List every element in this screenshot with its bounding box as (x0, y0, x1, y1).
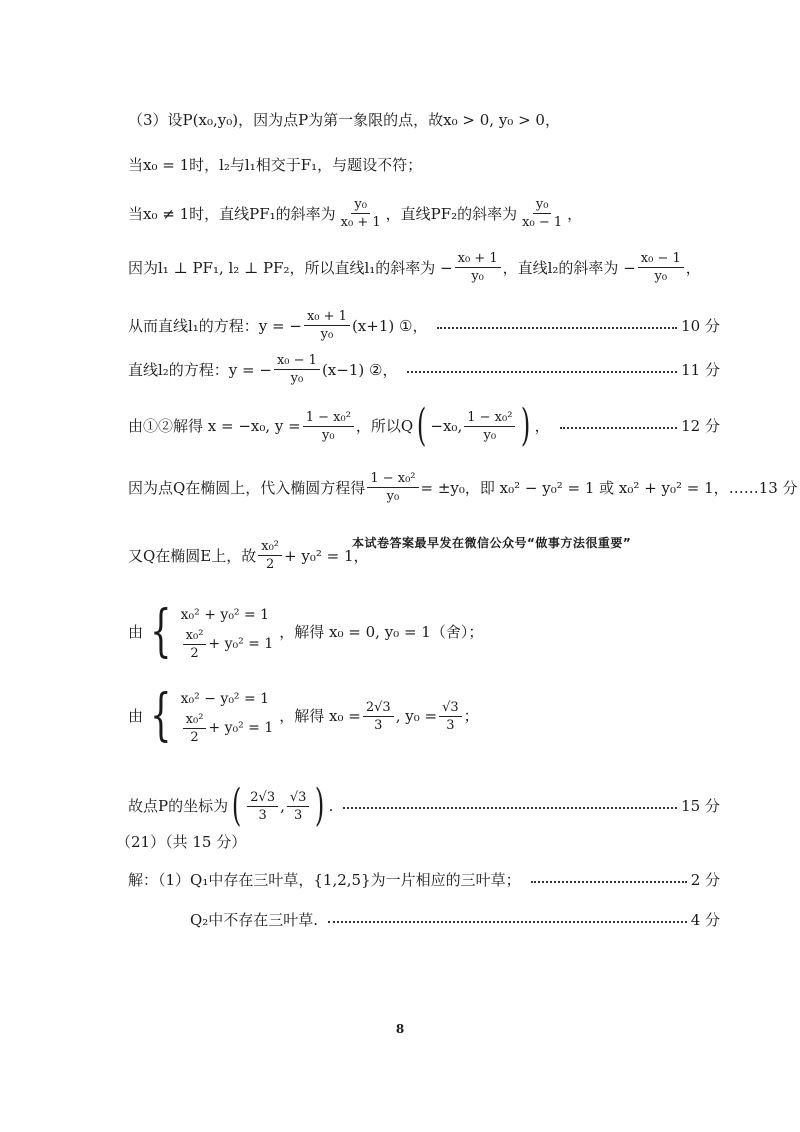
system-equation: x₀² − y₀² = 1 (180, 690, 270, 707)
line-substitute-ellipse (128, 470, 798, 505)
line-system-1 (128, 599, 720, 664)
line-equation-l1 (128, 308, 720, 343)
leader-dots (437, 327, 677, 329)
text-segment: , (280, 797, 285, 815)
score-label: 11 分 (681, 360, 720, 379)
text-segment: 由①②解得 x = −x₀, y = (128, 417, 301, 435)
fraction: $\frac{2√3}{3}$ (247, 789, 278, 824)
line-slopes-pf (128, 196, 720, 231)
system-equation: $\frac{\text{x₀²}}{2}$ + y₀² = 1 (181, 711, 274, 746)
line-set-point-p (128, 110, 720, 130)
text-segment: ，直线l₂的斜率为 − (502, 258, 636, 277)
text-segment: Q₂中不存在三叶草. (190, 911, 319, 929)
fraction: $\frac{\text{y₀}}{\text{x₀ + 1}}$ (340, 197, 381, 230)
text-segment: ， (534, 417, 550, 435)
line-perpendicular-slopes (128, 250, 720, 285)
text-segment: 由 (128, 707, 144, 725)
text-segment: . (328, 797, 334, 815)
text-segment: + y₀² = 1， (284, 546, 369, 565)
fraction: $\frac{\text{x₀ − 1}}{\text{y₀}}$ (638, 250, 684, 285)
text-line: （3）设P(x₀,y₀)，因为点P为第一象限的点，故x₀ > 0, y₀ > 0， (128, 111, 560, 129)
fraction: $\frac{\text{1 − x₀²}}{\text{y₀}}$ (367, 470, 418, 505)
line-point-p-coordinates (128, 780, 720, 831)
text-segment: ； (463, 707, 479, 725)
fraction: $\frac{\text{x₀²}}{2}$ (258, 538, 282, 573)
score-label: 15 分 (681, 797, 720, 815)
text-segment: ， (567, 204, 583, 223)
text-segment: (x−1) ②， (321, 360, 398, 379)
left-brace: { (150, 683, 172, 748)
leader-dots (560, 427, 678, 429)
text-segment: ，解得 x₀ = (279, 707, 361, 725)
text-segment: 又Q在椭圆E上，故 (128, 546, 257, 565)
text-segment: = ±y₀，即 x₀² − y₀² = 1 或 x₀² + y₀² = 1， (420, 478, 729, 497)
text-segment: 故点P的坐标为 (128, 797, 229, 815)
left-paren: ( (417, 400, 427, 451)
leader-dots (531, 881, 687, 883)
question-header: （21）（共 15 分） (116, 833, 247, 851)
text-segment: ，解得 x₀ = 0, y₀ = 1（舍）； (279, 623, 484, 641)
page-number: 8 (395, 1022, 405, 1036)
text-segment: 因为点Q在椭圆上，代入椭圆方程得 (128, 478, 366, 497)
line-answer-q2 (190, 910, 720, 930)
line-solve-q (128, 400, 720, 451)
text-segment: ，所以Q (355, 417, 414, 435)
leader-dots (328, 921, 687, 923)
fraction: $\frac{2√3}{3}$ (363, 699, 394, 734)
score-label: 4 分 (690, 911, 720, 929)
text-segment: 从而直线l₁的方程：y = − (128, 316, 302, 335)
text-segment: ，直线PF₂的斜率为 (385, 204, 518, 223)
text-line: 当x₀ = 1时，l₂与l₁相交于F₁，与题设不符； (128, 156, 423, 174)
fraction: $\frac{\text{1 − x₀²}}{\text{y₀}}$ (464, 409, 515, 444)
line-equation-l2 (128, 352, 720, 387)
fraction: $\frac{\text{x₀ + 1}}{\text{y₀}}$ (304, 308, 350, 343)
text-segment: 直线l₂的方程：y = − (128, 360, 272, 379)
text-segment: 当x₀ ≠ 1时，直线PF₁的斜率为 (128, 204, 336, 223)
score-label: 12 分 (681, 417, 720, 435)
left-paren: ( (231, 780, 242, 831)
fraction: $\frac{√3}{3}$ (439, 699, 462, 734)
fraction: $\frac{\text{x₀ + 1}}{\text{y₀}}$ (455, 250, 501, 285)
right-paren: ) (521, 400, 531, 451)
text-segment: 由 (128, 623, 144, 641)
text-segment: 解：（1）Q₁中存在三叶草，{1,2,5}为一片相应的三叶草； (128, 871, 521, 889)
score-label: ……13 分 (728, 478, 798, 497)
text-segment: 因为l₁ ⊥ PF₁, l₂ ⊥ PF₂，所以直线l₁的斜率为 − (128, 258, 453, 277)
system-equation: x₀² + y₀² = 1 (180, 606, 270, 623)
leader-dots (407, 371, 677, 373)
line-question-21-header (116, 832, 720, 852)
text-segment: −x₀, (430, 417, 463, 435)
line-answer-q1 (128, 870, 720, 890)
equation-system (143, 683, 279, 748)
leader-dots (343, 807, 677, 809)
line-system-2 (128, 683, 720, 748)
score-label: 10 分 (681, 316, 720, 335)
right-paren: ) (315, 780, 325, 831)
score-label: 2 分 (690, 871, 720, 889)
text-segment: ， (685, 258, 701, 277)
wechat-notice: 本试卷答案最早发在微信公众号“做事方法很重要” (352, 536, 632, 550)
text-segment: (x+1) ①， (351, 316, 428, 335)
fraction: $\frac{\text{1 − x₀²}}{\text{y₀}}$ (303, 409, 354, 444)
fraction: $\frac{√3}{3}$ (287, 789, 310, 824)
left-brace: { (150, 599, 172, 664)
text-segment: , y₀ = (395, 707, 438, 725)
system-equation: $\frac{\text{x₀²}}{2}$ + y₀² = 1 (181, 627, 274, 662)
equation-system (143, 599, 279, 664)
fraction: $\frac{\text{x₀ − 1}}{\text{y₀}}$ (274, 352, 320, 387)
fraction: $\frac{\text{y₀}}{\text{x₀ − 1}}$ (522, 197, 563, 230)
line-case-x0-equals-1 (128, 155, 720, 175)
